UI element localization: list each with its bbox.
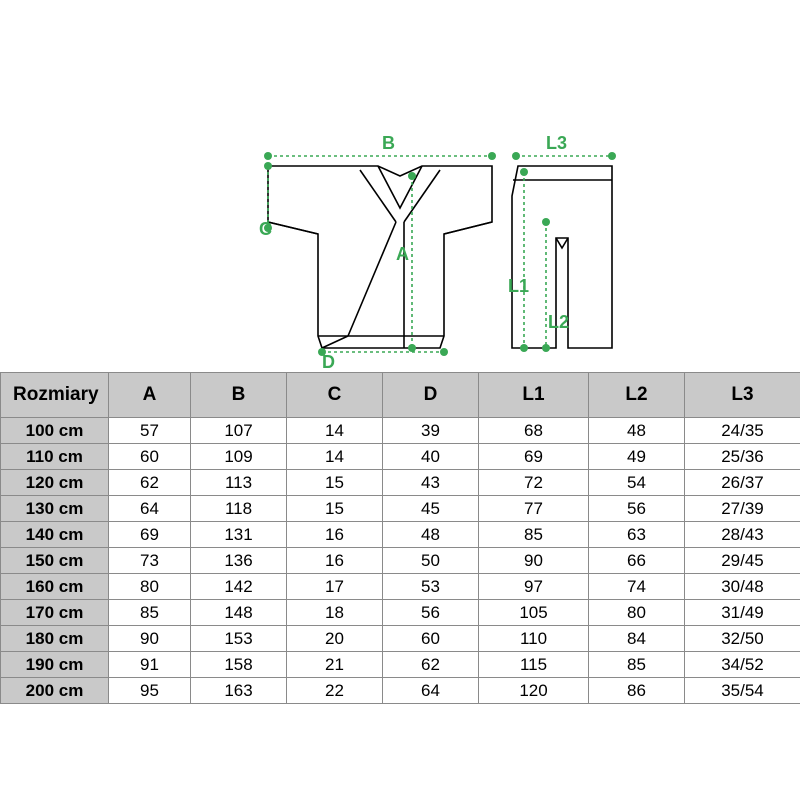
row-size-label: 160 cm xyxy=(1,574,109,600)
cell-l3: 30/48 xyxy=(685,574,800,600)
cell-l2: 86 xyxy=(589,678,685,704)
cell-a: 95 xyxy=(109,678,191,704)
cell-l3: 26/37 xyxy=(685,470,800,496)
pants-dim-label-L1: L1 xyxy=(508,276,530,296)
cell-c: 22 xyxy=(287,678,383,704)
cell-c: 15 xyxy=(287,496,383,522)
table-row xyxy=(1,652,800,678)
cell-b: 107 xyxy=(191,418,287,444)
cell-l2: 63 xyxy=(589,522,685,548)
cell-a: 91 xyxy=(109,652,191,678)
cell-d: 60 xyxy=(383,626,479,652)
cell-c: 20 xyxy=(287,626,383,652)
column-header-a: A xyxy=(109,373,191,418)
cell-l2: 49 xyxy=(589,444,685,470)
cell-c: 16 xyxy=(287,548,383,574)
column-header-sizes: Rozmiary xyxy=(1,373,109,418)
table-row xyxy=(1,522,800,548)
cell-l1: 115 xyxy=(479,652,589,678)
cell-a: 57 xyxy=(109,418,191,444)
cell-b: 136 xyxy=(191,548,287,574)
size-table-container xyxy=(0,372,800,704)
size-table-head xyxy=(1,373,800,418)
cell-c: 18 xyxy=(287,600,383,626)
cell-d: 48 xyxy=(383,522,479,548)
cell-l1: 97 xyxy=(479,574,589,600)
jacket-outline xyxy=(268,166,492,348)
cell-l2: 74 xyxy=(589,574,685,600)
column-header-c: C xyxy=(287,373,383,418)
cell-l1: 120 xyxy=(479,678,589,704)
diagram-svg xyxy=(0,0,800,372)
cell-l3: 27/39 xyxy=(685,496,800,522)
cell-b: 109 xyxy=(191,444,287,470)
cell-d: 45 xyxy=(383,496,479,522)
cell-a: 60 xyxy=(109,444,191,470)
jacket-dim-label-A: A xyxy=(396,244,409,264)
cell-a: 73 xyxy=(109,548,191,574)
cell-d: 64 xyxy=(383,678,479,704)
cell-l3: 24/35 xyxy=(685,418,800,444)
row-size-label: 130 cm xyxy=(1,496,109,522)
cell-d: 39 xyxy=(383,418,479,444)
cell-l1: 110 xyxy=(479,626,589,652)
cell-c: 21 xyxy=(287,652,383,678)
cell-b: 148 xyxy=(191,600,287,626)
cell-d: 40 xyxy=(383,444,479,470)
cell-l3: 34/52 xyxy=(685,652,800,678)
cell-l1: 85 xyxy=(479,522,589,548)
table-row xyxy=(1,548,800,574)
cell-b: 142 xyxy=(191,574,287,600)
cell-d: 62 xyxy=(383,652,479,678)
cell-d: 56 xyxy=(383,600,479,626)
garment-diagram xyxy=(0,0,800,372)
cell-l2: 84 xyxy=(589,626,685,652)
size-table xyxy=(0,372,800,704)
cell-l1: 90 xyxy=(479,548,589,574)
row-size-label: 100 cm xyxy=(1,418,109,444)
jacket-measure-lines xyxy=(268,156,492,352)
table-row xyxy=(1,444,800,470)
pants-dim-label-L2: L2 xyxy=(548,312,570,332)
jacket-dim-label-B: B xyxy=(382,133,395,153)
table-row xyxy=(1,418,800,444)
cell-l3: 35/54 xyxy=(685,678,800,704)
cell-a: 90 xyxy=(109,626,191,652)
cell-d: 53 xyxy=(383,574,479,600)
cell-l2: 80 xyxy=(589,600,685,626)
cell-l2: 48 xyxy=(589,418,685,444)
cell-b: 153 xyxy=(191,626,287,652)
row-size-label: 150 cm xyxy=(1,548,109,574)
cell-l1: 105 xyxy=(479,600,589,626)
cell-l3: 25/36 xyxy=(685,444,800,470)
cell-l2: 56 xyxy=(589,496,685,522)
cell-a: 80 xyxy=(109,574,191,600)
cell-a: 69 xyxy=(109,522,191,548)
cell-c: 16 xyxy=(287,522,383,548)
row-size-label: 110 cm xyxy=(1,444,109,470)
cell-c: 15 xyxy=(287,470,383,496)
cell-l1: 68 xyxy=(479,418,589,444)
cell-c: 14 xyxy=(287,418,383,444)
column-header-l1: L1 xyxy=(479,373,589,418)
cell-l2: 66 xyxy=(589,548,685,574)
jacket-measure-endpoints xyxy=(264,152,496,356)
cell-a: 64 xyxy=(109,496,191,522)
cell-b: 158 xyxy=(191,652,287,678)
cell-l3: 32/50 xyxy=(685,626,800,652)
cell-l1: 77 xyxy=(479,496,589,522)
row-size-label: 140 cm xyxy=(1,522,109,548)
cell-l3: 29/45 xyxy=(685,548,800,574)
cell-l3: 28/43 xyxy=(685,522,800,548)
cell-l1: 69 xyxy=(479,444,589,470)
row-size-label: 200 cm xyxy=(1,678,109,704)
table-row xyxy=(1,600,800,626)
row-size-label: 170 cm xyxy=(1,600,109,626)
cell-l2: 54 xyxy=(589,470,685,496)
row-size-label: 190 cm xyxy=(1,652,109,678)
cell-c: 17 xyxy=(287,574,383,600)
table-row xyxy=(1,496,800,522)
table-row xyxy=(1,574,800,600)
size-table-body xyxy=(1,418,800,704)
cell-c: 14 xyxy=(287,444,383,470)
cell-b: 131 xyxy=(191,522,287,548)
cell-a: 62 xyxy=(109,470,191,496)
cell-a: 85 xyxy=(109,600,191,626)
cell-b: 163 xyxy=(191,678,287,704)
cell-b: 113 xyxy=(191,470,287,496)
cell-l3: 31/49 xyxy=(685,600,800,626)
cell-l1: 72 xyxy=(479,470,589,496)
cell-d: 43 xyxy=(383,470,479,496)
table-row xyxy=(1,470,800,496)
cell-d: 50 xyxy=(383,548,479,574)
cell-l2: 85 xyxy=(589,652,685,678)
table-row xyxy=(1,626,800,652)
pants-dim-label-L3: L3 xyxy=(546,133,568,153)
jacket-dim-label-D: D xyxy=(322,352,335,372)
row-size-label: 180 cm xyxy=(1,626,109,652)
cell-b: 118 xyxy=(191,496,287,522)
column-header-l3: L3 xyxy=(685,373,800,418)
row-size-label: 120 cm xyxy=(1,470,109,496)
column-header-b: B xyxy=(191,373,287,418)
column-header-d: D xyxy=(383,373,479,418)
table-header-row xyxy=(1,373,800,418)
column-header-l2: L2 xyxy=(589,373,685,418)
jacket-dim-label-C: C xyxy=(259,219,272,239)
table-row xyxy=(1,678,800,704)
